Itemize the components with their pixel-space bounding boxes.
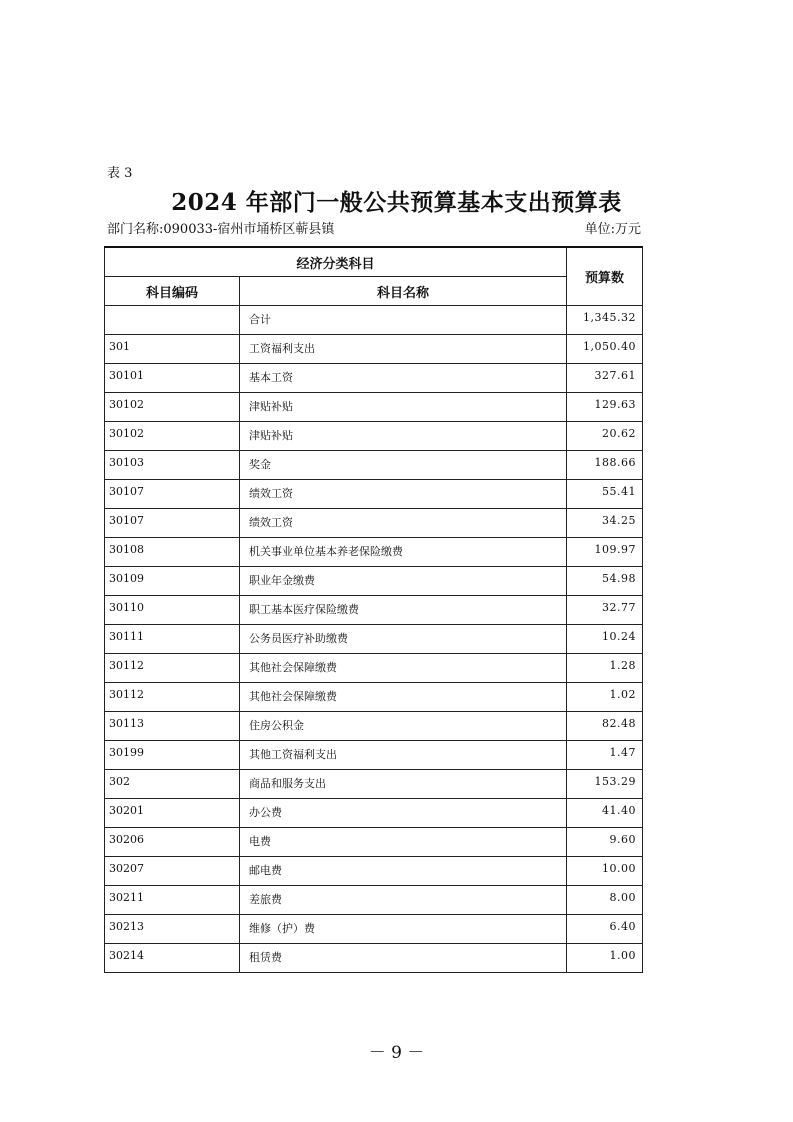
subject-name-cell: 绩效工资 xyxy=(240,509,567,538)
budget-amount-cell: 327.61 xyxy=(567,364,643,393)
budget-amount-cell: 1.02 xyxy=(567,683,643,712)
budget-amount-header: 预算数 xyxy=(567,247,643,306)
table-row xyxy=(105,799,643,828)
budget-amount-cell: 153.29 xyxy=(567,770,643,799)
subject-code-cell: 30199 xyxy=(105,741,240,770)
subject-code-cell: 30113 xyxy=(105,712,240,741)
table-row xyxy=(105,480,643,509)
subject-code-cell: 30107 xyxy=(105,509,240,538)
table-row xyxy=(105,741,643,770)
budget-amount-cell: 1.28 xyxy=(567,654,643,683)
table-row xyxy=(105,944,643,973)
table-row xyxy=(105,828,643,857)
subject-name-cell: 职工基本医疗保险缴费 xyxy=(240,596,567,625)
subject-name-cell: 邮电费 xyxy=(240,857,567,886)
subject-code-cell: 30213 xyxy=(105,915,240,944)
budget-table xyxy=(104,246,643,973)
table-row xyxy=(105,625,643,654)
table-row xyxy=(105,886,643,915)
subject-name-cell: 住房公积金 xyxy=(240,712,567,741)
subject-name-cell: 奖金 xyxy=(240,451,567,480)
table-row xyxy=(105,683,643,712)
table-row xyxy=(105,712,643,741)
subject-code-cell: 30108 xyxy=(105,538,240,567)
subject-code-cell: 30101 xyxy=(105,364,240,393)
budget-amount-cell: 1,050.40 xyxy=(567,335,643,364)
budget-amount-cell: 1,345.32 xyxy=(567,306,643,335)
budget-amount-cell: 82.48 xyxy=(567,712,643,741)
budget-amount-cell: 54.98 xyxy=(567,567,643,596)
budget-amount-cell: 1.47 xyxy=(567,741,643,770)
table-row xyxy=(105,364,643,393)
table-body xyxy=(105,306,643,973)
subject-name-cell: 机关事业单位基本养老保险缴费 xyxy=(240,538,567,567)
subject-code-cell: 30110 xyxy=(105,596,240,625)
subject-code-cell: 30109 xyxy=(105,567,240,596)
subject-name-cell: 基本工资 xyxy=(240,364,567,393)
subject-code-cell: 301 xyxy=(105,335,240,364)
subject-name-cell: 商品和服务支出 xyxy=(240,770,567,799)
unit-label: 单位:万元 xyxy=(584,222,641,237)
subject-code-cell: 30112 xyxy=(105,654,240,683)
table-row xyxy=(105,857,643,886)
subject-name-cell: 维修（护）费 xyxy=(240,915,567,944)
subject-name-cell: 津贴补贴 xyxy=(240,422,567,451)
economic-classification-header: 经济分类科目 xyxy=(105,247,567,277)
budget-amount-cell: 6.40 xyxy=(567,915,643,944)
subject-name-cell: 电费 xyxy=(240,828,567,857)
subject-code-cell: 30206 xyxy=(105,828,240,857)
page-number: － 9 － xyxy=(368,1043,425,1063)
budget-amount-cell: 41.40 xyxy=(567,799,643,828)
budget-amount-cell: 32.77 xyxy=(567,596,643,625)
table-row xyxy=(105,451,643,480)
subject-code-cell: 30214 xyxy=(105,944,240,973)
subject-name-cell: 其他社会保障缴费 xyxy=(240,683,567,712)
budget-amount-cell: 34.25 xyxy=(567,509,643,538)
subject-code-cell: 30103 xyxy=(105,451,240,480)
budget-amount-cell: 20.62 xyxy=(567,422,643,451)
subject-code-cell: 30201 xyxy=(105,799,240,828)
subject-name-cell: 合计 xyxy=(240,306,567,335)
table-row xyxy=(105,335,643,364)
table-row xyxy=(105,538,643,567)
subject-name-cell: 工资福利支出 xyxy=(240,335,567,364)
budget-amount-cell: 109.97 xyxy=(567,538,643,567)
table-row xyxy=(105,306,643,335)
table-label: 表 3 xyxy=(107,166,133,181)
subject-name-cell: 其他工资福利支出 xyxy=(240,741,567,770)
subject-code-cell: 30112 xyxy=(105,683,240,712)
table-row xyxy=(105,770,643,799)
subject-name-cell: 办公费 xyxy=(240,799,567,828)
table-row xyxy=(105,509,643,538)
subject-name-cell: 租赁费 xyxy=(240,944,567,973)
budget-amount-cell: 188.66 xyxy=(567,451,643,480)
subject-code-header: 科目编码 xyxy=(105,277,240,306)
department-name: 部门名称:090033-宿州市埇桥区蕲县镇 xyxy=(107,222,335,237)
table-row xyxy=(105,915,643,944)
table-row xyxy=(105,654,643,683)
subject-name-cell: 差旅费 xyxy=(240,886,567,915)
table-row xyxy=(105,596,643,625)
budget-amount-cell: 10.00 xyxy=(567,857,643,886)
table-row xyxy=(105,393,643,422)
budget-amount-cell: 129.63 xyxy=(567,393,643,422)
subject-code-cell: 30107 xyxy=(105,480,240,509)
subject-name-cell: 职业年金缴费 xyxy=(240,567,567,596)
table-row xyxy=(105,567,643,596)
subject-code-cell: 30111 xyxy=(105,625,240,654)
budget-amount-cell: 8.00 xyxy=(567,886,643,915)
subject-code-cell xyxy=(105,306,240,335)
subject-name-cell: 公务员医疗补助缴费 xyxy=(240,625,567,654)
page-title: 2024 年部门一般公共预算基本支出预算表 xyxy=(171,189,622,216)
table-row xyxy=(105,422,643,451)
subject-code-cell: 30207 xyxy=(105,857,240,886)
subject-name-cell: 其他社会保障缴费 xyxy=(240,654,567,683)
budget-amount-cell: 55.41 xyxy=(567,480,643,509)
subject-name-cell: 津贴补贴 xyxy=(240,393,567,422)
subject-code-cell: 30102 xyxy=(105,393,240,422)
subject-code-cell: 30102 xyxy=(105,422,240,451)
budget-amount-cell: 9.60 xyxy=(567,828,643,857)
subject-name-header: 科目名称 xyxy=(240,277,567,306)
budget-amount-cell: 10.24 xyxy=(567,625,643,654)
subject-name-cell: 绩效工资 xyxy=(240,480,567,509)
budget-amount-cell: 1.00 xyxy=(567,944,643,973)
subject-code-cell: 30211 xyxy=(105,886,240,915)
subject-code-cell: 302 xyxy=(105,770,240,799)
